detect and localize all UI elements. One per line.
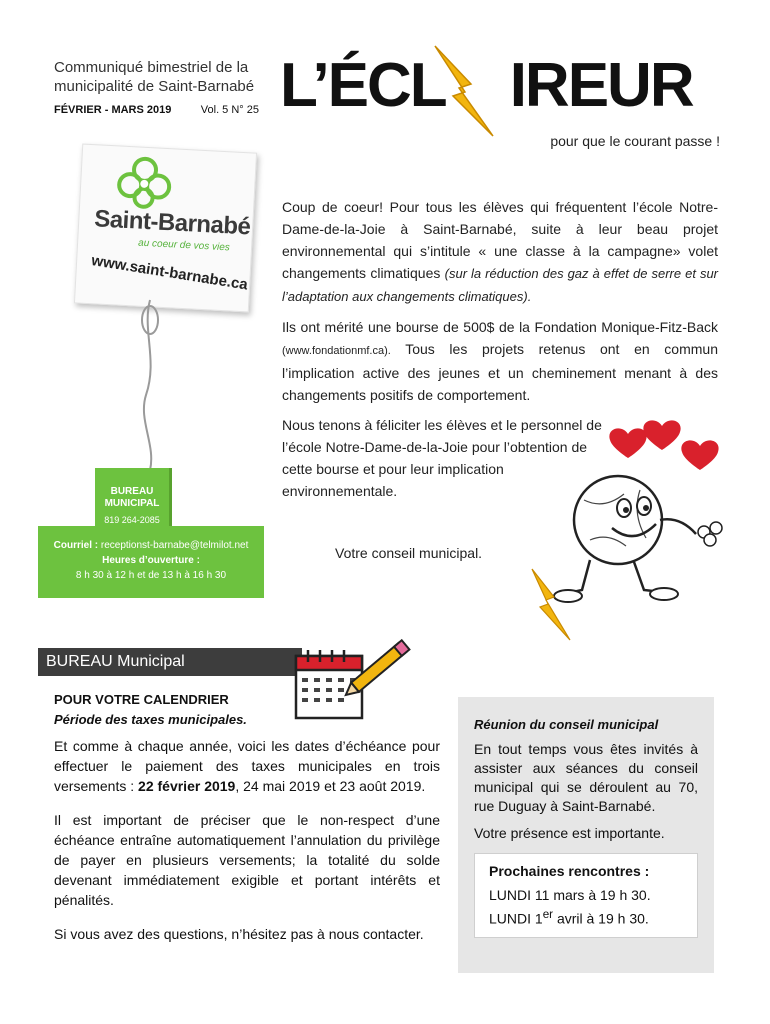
masthead-part2: IREUR bbox=[509, 51, 693, 120]
section-header: BUREAU Municipal bbox=[38, 648, 302, 676]
masthead-part1: L’ÉCL bbox=[280, 51, 446, 120]
hours-label: Heures d’ouverture : bbox=[102, 555, 200, 566]
taxes-paragraph-3: Si vous avez des questions, n’hésitez pas à nous contacter. bbox=[54, 926, 424, 942]
sign-url[interactable]: www.saint-barnabe.ca bbox=[90, 252, 249, 294]
tagline: pour que le courant passe ! bbox=[550, 133, 720, 149]
meeting-panel bbox=[458, 697, 714, 973]
meeting-date-1: LUNDI 11 mars à 19 h 30. bbox=[489, 887, 651, 903]
bureau-line2: MUNICIPAL bbox=[104, 498, 160, 509]
bureau-phone[interactable]: 819 264-2085 bbox=[104, 515, 160, 525]
masthead bbox=[280, 50, 720, 130]
article-italic-note: (sur la réduction des gaz à effet de serre et sur l’adaptation aux changements climatiques). bbox=[282, 266, 718, 304]
header-subtitle bbox=[54, 58, 269, 116]
lightning-bolt-icon bbox=[431, 44, 497, 138]
signature: Votre conseil municipal. bbox=[335, 545, 483, 561]
fondation-link[interactable]: (www.fondationmf.ca). bbox=[282, 345, 391, 357]
calendar-subheading: Période des taxes municipales. bbox=[54, 712, 247, 727]
meeting-paragraph-2: Votre présence est importante. bbox=[474, 825, 665, 841]
meeting-date-2: LUNDI 1er avril à 19 h 30. bbox=[489, 908, 649, 927]
article-paragraph-3: Nous tenons à féliciter les élèves et le personnel de l’école Notre-Dame-de-la-Joie pour l’obtention de cette bourse et pour leur implication environnementale. bbox=[282, 417, 602, 499]
saint-barnabe-sign bbox=[74, 144, 257, 313]
meeting-paragraph-1: En tout temps vous êtes invités à assister aux séances du conseil municipal qui se déroulent au 70, rue Duguay à Saint-Barnabé. bbox=[474, 741, 698, 814]
bureau-contact-panel bbox=[38, 526, 264, 598]
article-paragraph-1: Coup de coeur! Pour tous les élèves qui fréquentent l’école Notre-Dame-de-la-Joie à Saint-Barnabé, suite à leur beau projet environnemental qui s’intitule « une classe à la campagne» volet changements climatiques (sur la réduction des gaz à effet de serre et sur l’adaptation aux changements climatiques). bbox=[282, 199, 718, 304]
email-link[interactable]: receptionst-barnabe@telmilot.net bbox=[100, 540, 249, 551]
issue-volume: Vol. 5 N° 25 bbox=[200, 104, 259, 116]
clover-logo-icon bbox=[115, 154, 174, 213]
sign-slogan: au coeur de vos vies bbox=[137, 237, 231, 254]
taxes-paragraph-1: Et comme à chaque année, voici les dates d’échéance pour effectuer le paiement des taxes municipales en trois versements : 22 février 2019, 24 mai 2019 et 23 août 2019. bbox=[54, 738, 440, 794]
next-meetings-box bbox=[474, 853, 698, 938]
email-label: Courriel : bbox=[53, 540, 99, 551]
bureau-line1: BUREAU bbox=[110, 486, 154, 497]
taxes-column bbox=[54, 690, 440, 958]
sign-name: Saint-Barnabé bbox=[93, 205, 252, 241]
edition-row bbox=[54, 104, 259, 116]
meeting-title: Réunion du conseil municipal bbox=[474, 717, 659, 732]
article-paragraph-2: Ils ont mérité une bourse de 500$ de la Fondation Monique-Fitz-Back (www.fondationmf.ca). Tous les projets retenus ont en commun l’implication active des jeunes et un cheminement menant à des changements positifs de comportement. bbox=[282, 319, 718, 403]
smiling-ball-mascot-icon bbox=[550, 420, 735, 620]
first-due-date: 22 février 2019 bbox=[138, 778, 236, 794]
lightning-bolt-icon bbox=[528, 567, 573, 642]
next-meetings-title: Prochaines rencontres : bbox=[489, 863, 650, 879]
taxes-paragraph-2: Il est important de préciser que le non-respect d’une échéance entraîne automatiquement l’annulation du privilège de payer en plusieurs versements; la totalité du solde devenant immédiatement exigible et portant intérêts et pénalités. bbox=[54, 812, 440, 908]
hours-value: 8 h 30 à 12 h et de 13 h à 16 h 30 bbox=[75, 570, 227, 581]
communique-text: Communiqué bimestriel de la municipalité de Saint-Barnabé bbox=[54, 59, 255, 95]
calendar-heading: POUR VOTRE CALENDRIER bbox=[54, 692, 229, 707]
issue-date: FÉVRIER - MARS 2019 bbox=[54, 104, 172, 116]
